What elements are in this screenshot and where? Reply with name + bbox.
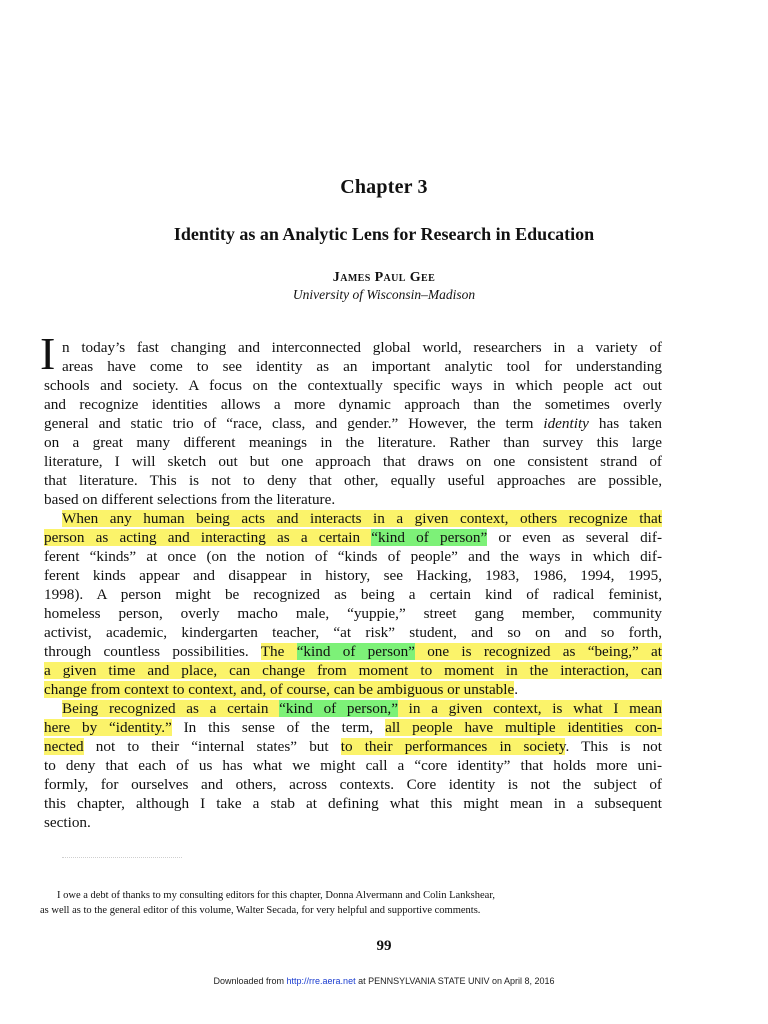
paragraph-1-line: that literature. This is not to deny that other, equally useful approaches are possible, <box>44 472 662 489</box>
highlight-yellow: in a given context, is what I mean <box>397 700 662 717</box>
paragraph-1-line: and recognize identities allows a more dynamic approach than the sometimes overly <box>44 396 662 413</box>
highlight-yellow: change from context to context, and, of course, can be ambiguous or unstable <box>44 681 515 698</box>
text-span: through countless possibilities. <box>44 643 261 660</box>
paragraph-3-line: section. <box>44 814 91 831</box>
text-span: . This is not <box>565 738 662 755</box>
highlight-yellow: When any human being acts and interacts in a given context, others recognize that <box>62 510 662 527</box>
paragraph-2-line <box>44 642 662 661</box>
download-prefix: Downloaded from <box>213 976 287 986</box>
author-affiliation: University of Wisconsin–Madison <box>292 287 476 302</box>
drop-cap: I <box>40 328 56 379</box>
paragraph-1-line: schools and society. A focus on the contextually specific ways in which people act out <box>44 377 662 394</box>
highlight-yellow: The <box>260 643 297 660</box>
paragraph-2-line: activist, academic, kindergarten teacher, “at risk” student, and so on and so forth, <box>44 624 662 641</box>
footnote-line: I owe a debt of thanks to my consulting editors for this chapter, Donna Alvermann and Colin Lankshear, <box>57 890 496 901</box>
emphasis-identity: identity <box>543 415 589 432</box>
paragraph-1-line: areas have come to see identity as an important analytic tool for understanding <box>62 358 662 375</box>
highlight-yellow: here by “identity.” <box>44 719 172 736</box>
text-span: In this sense of the term, <box>171 719 386 736</box>
paragraph-3-line: formly, for ourselves and others, across contexts. Core identity is not the subject of <box>44 776 662 793</box>
paragraph-2-line <box>44 528 662 547</box>
highlight-green: “kind of person” <box>296 643 415 660</box>
highlight-yellow: one is recognized as “being,” at <box>414 643 662 660</box>
highlight-green: “kind of person,” <box>279 700 398 717</box>
paragraph-1-line: on a great many different meanings in the literature. Rather than survey this large <box>44 434 662 451</box>
footnote-rule <box>62 857 182 858</box>
paragraph-3-line: to deny that each of us has what we might call a “core identity” that holds more uni- <box>44 757 662 774</box>
chapter-title: Identity as an Analytic Lens for Research in Education <box>173 224 595 244</box>
highlight-yellow: person as acting and interacting as a certain <box>44 529 372 546</box>
paragraph-1-line: literature, I will sketch out but one approach that draws on one consistent strand of <box>44 453 662 470</box>
paragraph-1-line: based on different selections from the literature. <box>44 491 336 508</box>
author-name: James Paul Gee <box>332 270 436 285</box>
download-notice <box>0 976 768 986</box>
paragraph-1-line: n today’s fast changing and interconnected global world, researchers in a variety of <box>62 339 662 356</box>
footnote-line: as well as to the general editor of this volume, Walter Secada, for very helpful and supportive comments. <box>40 905 481 916</box>
paragraph-2-line: homeless person, overly macho male, “yuppie,” street gang member, community <box>44 605 662 622</box>
highlight-green: “kind of person” <box>371 529 488 546</box>
text-span: not to their “internal states” but <box>83 738 341 755</box>
download-suffix: at PENNSYLVANIA STATE UNIV on April 8, 2016 <box>355 976 555 986</box>
text-span: has taken <box>588 415 662 432</box>
paragraph-1-line <box>44 414 662 433</box>
paragraph-3-line <box>44 737 662 756</box>
paragraph-2-line <box>44 680 662 699</box>
text-span: . <box>514 681 519 698</box>
page-number: 99 <box>376 938 392 954</box>
highlight-yellow: nected <box>44 738 84 755</box>
highlight-yellow: a given time and place, can change from moment to moment in the interaction, can <box>44 662 662 679</box>
highlight-yellow: Being recognized as a certain <box>62 700 280 717</box>
paragraph-2-line: ferent “kinds” at once (on the notion of “kinds of people” and the ways in which dif- <box>44 548 662 565</box>
paragraph-3-line: this chapter, although I take a stab at defining what this might mean in a subsequent <box>44 795 662 812</box>
paragraph-2-line <box>62 509 662 528</box>
paragraph-2-line: 1998). A person might be recognized as being a certain kind of radical feminist, <box>44 586 662 603</box>
paragraph-2-line: ferent kinds appear and disappear in history, see Hacking, 1983, 1986, 1994, 1995, <box>44 567 662 584</box>
text-span: or even as several dif- <box>487 529 663 546</box>
highlight-yellow: to their performances in society <box>340 738 566 755</box>
paragraph-3-line <box>44 718 662 737</box>
paragraph-2-line <box>44 661 662 680</box>
paragraph-3-line <box>62 699 662 718</box>
text-span: general and static trio of “race, class, and gender.” However, the term <box>44 415 544 432</box>
highlight-yellow: all people have multiple identities con- <box>385 719 662 736</box>
source-link[interactable]: http://rre.aera.net <box>286 976 356 986</box>
chapter-number: Chapter 3 <box>340 176 428 198</box>
